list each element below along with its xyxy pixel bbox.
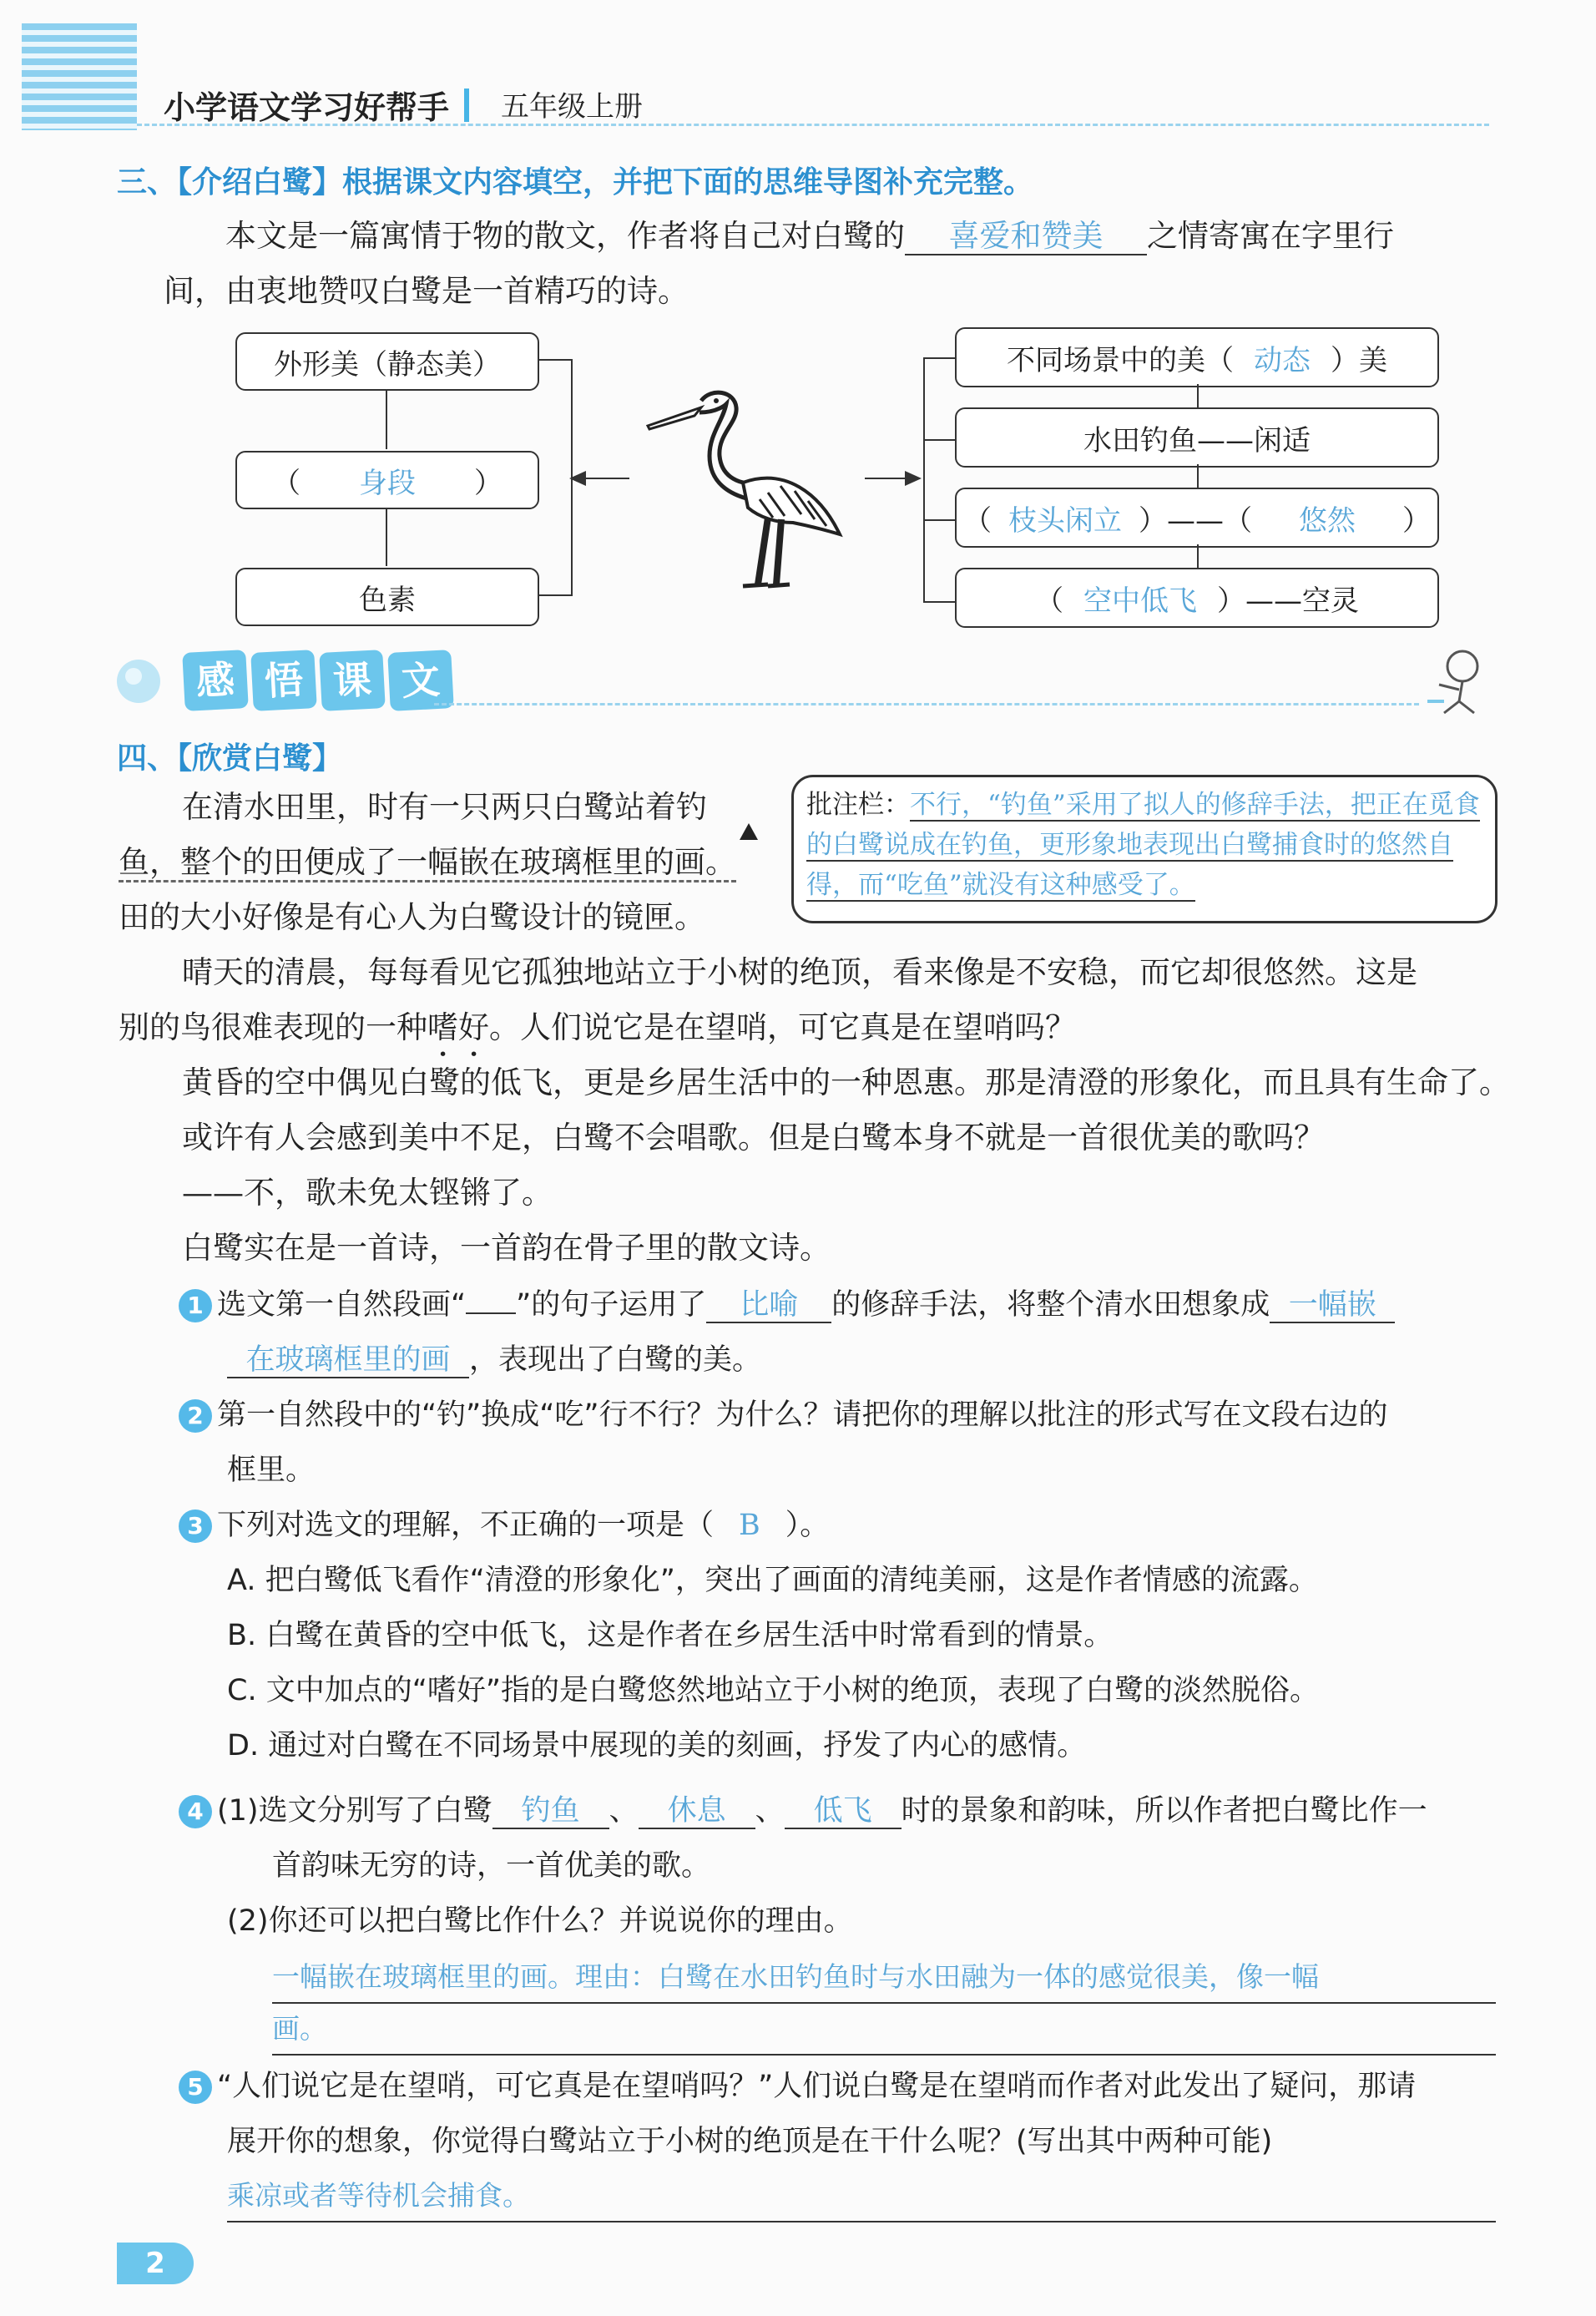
map-right-2: 水田钓鱼——闲适 [955, 407, 1439, 468]
connector [923, 357, 957, 359]
connector [538, 359, 571, 361]
passage-line: ——不，歌未免太铿锵了。 [182, 1175, 553, 1211]
arrow-left-icon [568, 469, 593, 488]
q4-blank [492, 1795, 609, 1829]
map-left-top: 外形美（静态美） [235, 332, 539, 391]
q1-blank [706, 1289, 831, 1323]
text: 。人们说它是在望哨，可它真是在望哨吗？ [489, 1009, 1076, 1045]
q3-number: 3 [179, 1509, 212, 1543]
q1-answer1: 比喻 [740, 1288, 799, 1322]
question-5-cont: 展开你的想象，你觉得白鹭站立于小树的绝顶是在干什么呢？(写出其中两种可能) [227, 2125, 1273, 2158]
egret-illustration-icon [643, 376, 860, 593]
left-mid-open: （ [272, 466, 301, 500]
right1-answer: 动态 [1254, 343, 1311, 377]
q4-answer3: 低飞 [813, 1794, 872, 1828]
q2-number: 2 [179, 1399, 212, 1433]
annotation-answer: 不行，“钓鱼”采用了拟人的修辞手法，把正在觅食的白鹭说成在钓鱼，更形象地表现出白鹭捕食时的悠然自得，而“吃鱼”就没有这种感受了。 [806, 790, 1480, 900]
q4-number: 4 [179, 1795, 212, 1828]
grade-label: 五年级上册 [501, 90, 643, 124]
connector [386, 508, 387, 566]
q4-answer2: 休息 [667, 1794, 726, 1828]
passage-line: 或许有人会感到美中不足，白鹭不会唱歌。但是白鹭本身不就是一首很优美的歌吗？ [182, 1120, 1325, 1155]
q3-text: 下列对选文的理解，不正确的一项是（ [217, 1509, 715, 1542]
q1-text: 选文第一自然段画“ [217, 1288, 467, 1322]
q1-text: 的修辞手法，将整个清水田想象成 [831, 1288, 1270, 1322]
arrow-right-icon [865, 469, 923, 488]
q4-blank [785, 1795, 902, 1829]
cartoon-kid-icon [1419, 643, 1494, 718]
q1-text: ，表现出了白鹭的美。 [469, 1343, 762, 1377]
section3-title: 三、【介绍白鹭】根据课文内容填空，并把下面的思维导图补充完整。 [117, 165, 1034, 200]
down-arrow-icon [1194, 384, 1202, 409]
right3-mid: ）——（ [1139, 503, 1252, 538]
banner-divider [434, 703, 1419, 705]
header-decoration [22, 23, 137, 130]
connector [923, 439, 957, 441]
connector [538, 594, 571, 596]
passage-line [119, 835, 736, 890]
question-1-cont [227, 1332, 761, 1388]
map-right-1 [955, 327, 1439, 387]
q1-blank [1270, 1289, 1395, 1323]
love-answer: 喜爱和赞美 [948, 218, 1104, 254]
left-mid-answer: 身段 [359, 466, 416, 500]
q4-text: (1)选文分别写了白鹭 [217, 1794, 492, 1828]
dotted-word: 嗜好 [427, 1009, 489, 1045]
question-1 [179, 1277, 1395, 1332]
question-2 [179, 1388, 1388, 1443]
connector [923, 357, 925, 603]
q4-blank [639, 1795, 755, 1829]
insert-marker-icon [740, 823, 758, 840]
header-separator [464, 88, 469, 122]
question-4-part2: (2)你还可以把白鹭比作什么？并说说你的理由。 [227, 1904, 853, 1938]
q3-option-d: D. 通过对白鹭在不同场景中展现的美的刻画，抒发了内心的感情。 [227, 1729, 1087, 1762]
question-4-cont: 首韵味无穷的诗，一首优美的歌。 [272, 1849, 711, 1883]
q5-answer: 乘凉或者等待机会捕食。 [227, 2171, 1496, 2222]
underlined-sentence: 鱼，整个的田便成了一幅嵌在玻璃框里的画。 [119, 844, 736, 882]
q3-option-c: C. 文中加点的“嗜好”指的是白鹭悠然地站立于小树的绝顶，表现了白鹭的淡然脱俗。 [227, 1674, 1319, 1707]
q4-sep: 、 [755, 1794, 785, 1828]
connector [386, 389, 387, 449]
q1-number: 1 [179, 1289, 212, 1322]
passage-line: 晴天的清晨，每每看见它孤独地站立于小树的绝顶，看来像是不安稳，而它却很悠然。这是 [182, 954, 1417, 990]
intro-text-a: 本文是一篇寓情于物的散文，作者将自己对白鹭的 [225, 218, 905, 254]
intro-text-b: 之情寄寓在字里行 [1147, 218, 1394, 254]
q1-blank [227, 1344, 469, 1378]
q1-answer2b: 在玻璃框里的画 [245, 1343, 451, 1377]
q3-option-a: A. 把白鹭低飞看作“清澄的形象化”，突出了画面的清纯美丽，这是作者情感的流露。 [227, 1564, 1318, 1597]
annotation-content [806, 785, 1482, 905]
left-mid-close: ） [474, 466, 503, 500]
passage-line: 黄昏的空中偶见白鹭的低飞，更是乡居生活中的一种恩惠。那是清澄的形象化，而且具有生命了。 [182, 1064, 1510, 1100]
q1-blank-mark [466, 1312, 516, 1314]
q4-sep: 、 [609, 1794, 639, 1828]
banner-word: 感 [182, 650, 249, 711]
q4-text: 时的景象和韵味，所以作者把白鹭比作一 [901, 1794, 1427, 1828]
question-3 [179, 1498, 829, 1553]
q3-answer: B [739, 1509, 760, 1542]
passage-line [119, 1000, 1076, 1064]
q2-text: 第一自然段中的“钓”换成“吃”行不行？为什么？请把你的理解以批注的形式写在文段右边的 [217, 1398, 1388, 1432]
leaf-icon [114, 656, 164, 706]
right3-close: ） [1402, 503, 1431, 538]
banner-word: 悟 [250, 650, 317, 711]
q3-text: ）。 [785, 1509, 830, 1542]
annotation-label: 批注栏： [806, 790, 910, 820]
passage-line: 田的大小好像是有心人为白鹭设计的镜匣。 [119, 899, 705, 935]
right1-suffix: ）美 [1331, 343, 1387, 377]
connector [923, 519, 957, 521]
banner-word: 课 [319, 650, 386, 711]
section4-title: 四、【欣赏白鹭】 [117, 741, 343, 776]
right3-open: （ [963, 503, 992, 538]
down-arrow-icon [1194, 544, 1202, 569]
passage-line: 在清水田里，时有一只两只白鹭站着钓 [182, 789, 707, 825]
q1-text: ”的句子运用了 [516, 1288, 707, 1322]
right4-answer: 空中低飞 [1083, 584, 1197, 618]
section3-intro-line1 [225, 209, 1394, 264]
map-left-mid [235, 451, 539, 509]
map-right-4 [955, 568, 1439, 628]
right3-answer-b: 悠然 [1299, 503, 1356, 538]
question-4 [179, 1783, 1427, 1838]
right4-suffix: ）——空灵 [1217, 584, 1359, 618]
map-left-bottom: 色素 [235, 568, 539, 626]
q4-answer-line2: 画。 [272, 2004, 1496, 2056]
connector [923, 601, 957, 603]
section-banner [184, 651, 484, 716]
q4-answer1: 钓鱼 [521, 1794, 580, 1828]
q1-answer2a: 一幅嵌 [1288, 1288, 1376, 1322]
question-5 [179, 2059, 1416, 2114]
down-arrow-icon [1194, 464, 1202, 489]
banner-word: 文 [387, 650, 454, 711]
right1-prefix: 不同场景中的美（ [1007, 343, 1234, 377]
book-title: 小学语文学习好帮手 [164, 89, 450, 126]
love-blank [905, 220, 1147, 255]
q5-number: 5 [179, 2071, 212, 2104]
map-right-3 [955, 488, 1439, 548]
passage-line: 白鹭实在是一首诗，一首韵在骨子里的散文诗。 [182, 1230, 831, 1266]
right4-open: （ [1035, 584, 1063, 618]
page-number: 2 [117, 2243, 194, 2284]
section3-intro-line2: 间，由衷地赞叹白鹭是一首精巧的诗。 [164, 273, 689, 309]
text: 别的鸟很难表现的一种 [119, 1009, 427, 1045]
q4-answer-line1: 一幅嵌在玻璃框里的画。理由：白鹭在水田钓鱼时与水田融为一体的感觉很美，像一幅 [272, 1952, 1496, 2004]
q5-text: “人们说它是在望哨，可它真是在望哨吗？”人们说白鹭是在望哨而作者对此发出了疑问，那请 [217, 2070, 1417, 2103]
q3-option-b: B. 白鹭在黄昏的空中低飞，这是作者在乡居生活中时常看到的情景。 [227, 1619, 1114, 1652]
question-2-cont: 框里。 [227, 1454, 316, 1487]
right3-answer-a: 枝头闲立 [1008, 503, 1122, 538]
